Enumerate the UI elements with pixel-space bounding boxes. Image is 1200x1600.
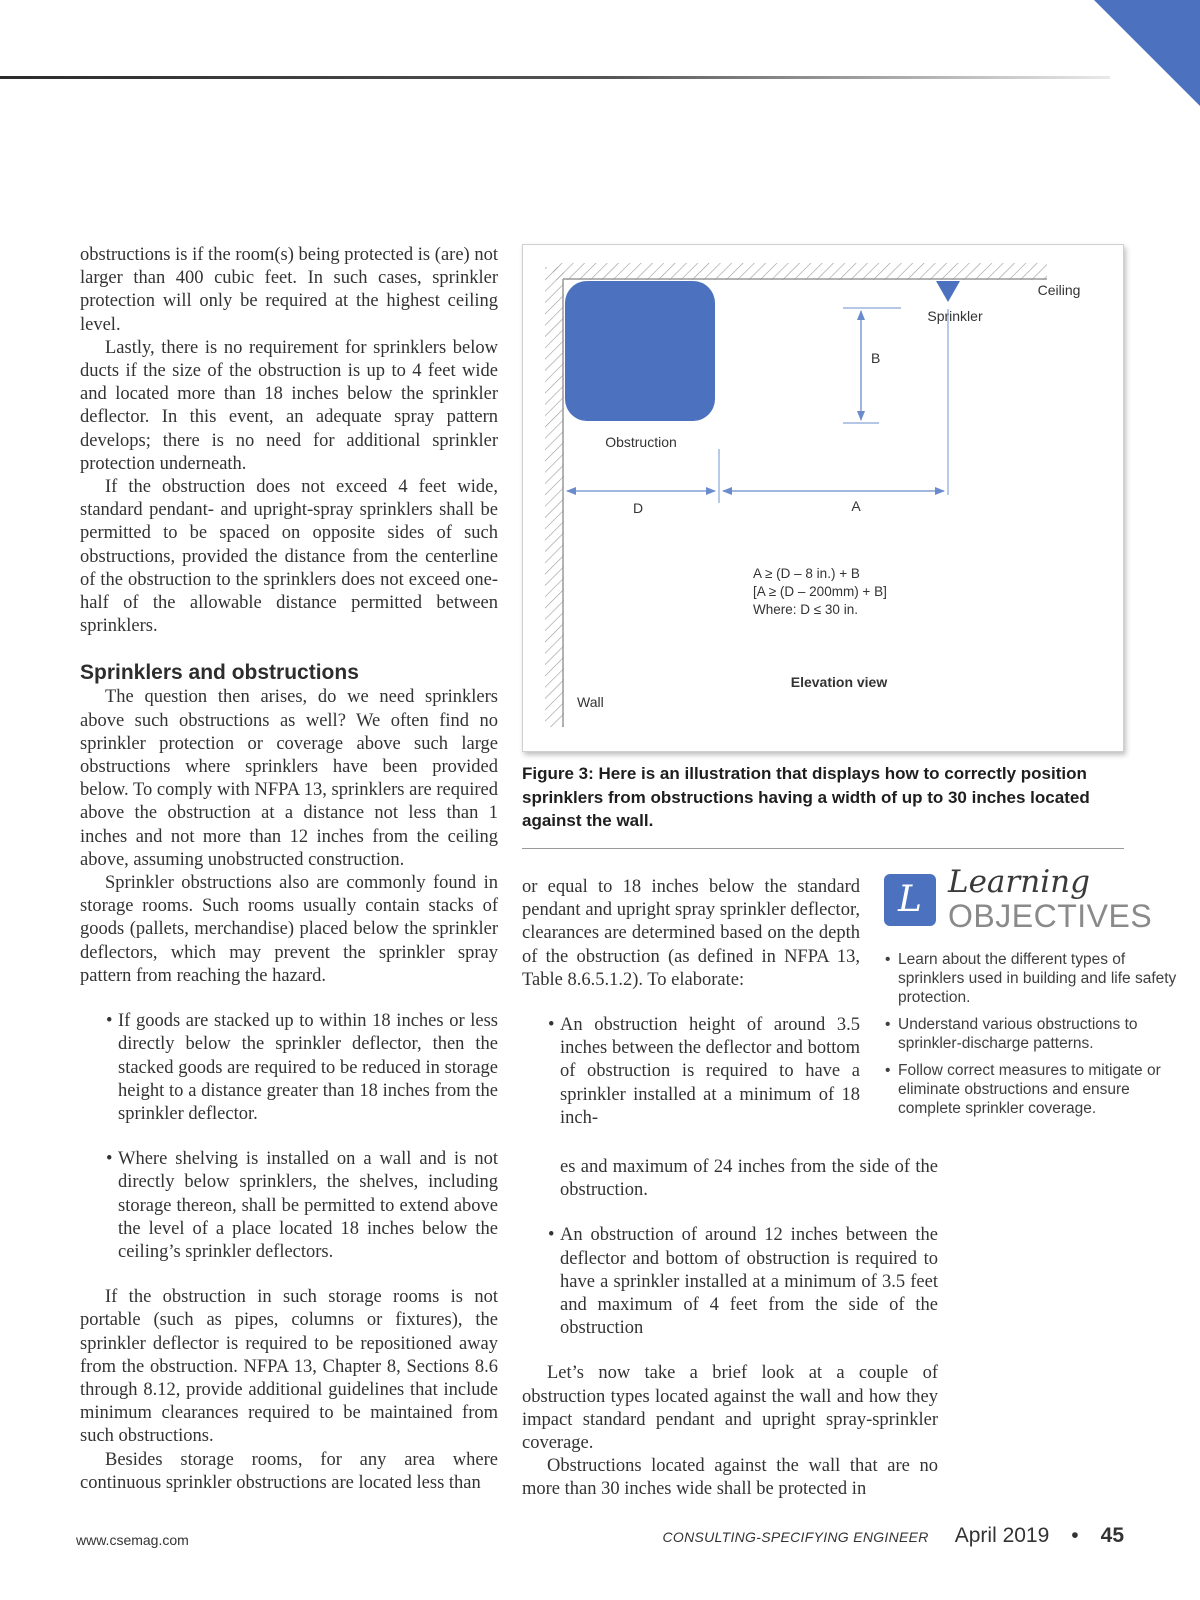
paragraph: If the obstruction in such storage rooms is not portable (such as pipes, columns or fixtures), the sprinkler deflector is required to be repositioned away from the obstruction. NFPA 13, Chapter 8, Sections 8.6 through 8.12, provide additional guidelines that include minimum clearances required to be maintained from such obstructions. bbox=[80, 1287, 498, 1447]
formula-line-3: Where: D ≤ 30 in. bbox=[753, 602, 858, 617]
issue-date: April 2019 bbox=[954, 1524, 1050, 1547]
section-divider bbox=[522, 848, 1124, 849]
left-column bbox=[80, 244, 498, 1495]
header-rule bbox=[0, 76, 1110, 79]
learning-badge: L bbox=[884, 874, 936, 926]
elevation-diagram bbox=[523, 245, 1123, 751]
sprinkler-icon bbox=[936, 281, 960, 302]
list-item: • If goods are stacked up to within 18 inches or less directly below the sprinkler deflector, then the stacked goods are required to be reduced in storage height to a distance greater than 18 inches from the sprinkler deflector. bbox=[80, 1010, 498, 1126]
ceiling-hatch bbox=[553, 263, 1047, 280]
a-label: A bbox=[851, 498, 861, 514]
middle-column bbox=[522, 876, 860, 1130]
paragraph: Sprinkler obstructions also are commonly found in storage rooms. Such rooms usually contain stacks of goods (pallets, merchandise) placed below the sprinkler deflectors, which may prevent the sprinkler spray pattern from reaching the hazard. bbox=[80, 873, 498, 986]
wall-label: Wall bbox=[577, 694, 604, 710]
formula-line-1: A ≥ (D – 8 in.) + B bbox=[753, 566, 860, 581]
obstruction-shape bbox=[565, 281, 715, 421]
footer-url[interactable]: www.csemag.com bbox=[76, 1532, 189, 1548]
objectives-list bbox=[884, 950, 1190, 1126]
objective-item: • Understand various obstructions to sprinkler-discharge patterns. bbox=[884, 1015, 1190, 1053]
obstruction-label: Obstruction bbox=[605, 434, 677, 450]
learning-title: Learning bbox=[948, 864, 1090, 900]
middle-column-continued bbox=[522, 1156, 938, 1502]
formula-line-2: [A ≥ (D – 200mm) + B] bbox=[753, 584, 887, 599]
paragraph: Besides storage rooms, for any area where continuous sprinkler obstructions are located less than bbox=[80, 1449, 498, 1493]
magazine-name: CONSULTING-SPECIFYING ENGINEER bbox=[662, 1529, 929, 1545]
sprinkler-label: Sprinkler bbox=[927, 308, 983, 324]
b-label: B bbox=[871, 350, 881, 366]
paragraph: If the obstruction does not exceed 4 feet wide, standard pendant- and upright-spray sprinklers shall be permitted to be spaced on opposite sides of such obstructions, provided the distance from the centerline of the obstruction to the sprinklers does not exceed one-half of the allowable distance permitted between sprinklers. bbox=[80, 477, 498, 637]
objectives-title: OBJECTIVES bbox=[948, 898, 1153, 934]
paragraph: The question then arises, do we need sprinklers above such obstructions as well? We often find no sprinkler protection or coverage above such large obstructions where sprinklers have been provided below. To comply with NFPA 13, sprinklers are required above the obstruction at a distance not less than 1 inches and not more than 12 inches from the ceiling above, assuming unobstructed construction. bbox=[80, 687, 498, 870]
bullet-list bbox=[522, 1224, 938, 1340]
list-item: • Where shelving is installed on a wall and is not directly below sprinklers, the shelves, including storage thereon, shall be permitted to extend above the level of a place located 18 inches below the ceiling’s sprinkler deflectors. bbox=[80, 1148, 498, 1264]
section-heading: Sprinklers and obstructions bbox=[80, 661, 359, 685]
objective-item: • Follow correct measures to mitigate or eliminate obstructions and ensure complete sprinkler coverage. bbox=[884, 1061, 1190, 1118]
list-item: • An obstruction height of around 3.5 inches between the deflector and bottom of obstruction is required to have a sprinkler installed at a minimum of 18 inch- bbox=[522, 1014, 860, 1130]
paragraph: or equal to 18 inches below the standard pendant and upright spray sprinkler deflector, clearances are determined based on the depth of the obstruction (as defined in NFPA 13, Table 8.6.5.1.2). To elaborate: bbox=[522, 877, 860, 990]
bullet-list bbox=[80, 1010, 498, 1264]
bullet-list bbox=[522, 1014, 860, 1130]
paragraph: Let’s now take a brief look at a couple of obstruction types located against the wall and how they impact standard pendant and upright spray-sprinkler coverage. bbox=[522, 1363, 938, 1454]
footer-info bbox=[663, 1524, 1125, 1548]
objective-item: • Learn about the different types of sprinklers used in building and life safety protection. bbox=[884, 950, 1190, 1007]
paragraph: Obstructions located against the wall that are no more than 30 inches wide shall be protected in bbox=[522, 1456, 938, 1500]
paragraph: Lastly, there is no requirement for sprinklers below ducts if the size of the obstruction is up to 4 feet wide and located more than 18 inches below the sprinkler deflector. In this event, an adequate spray pattern develops; there is no need for additional sprinkler protection underneath. bbox=[80, 337, 498, 474]
page-number: 45 bbox=[1100, 1524, 1124, 1547]
figure-3 bbox=[522, 244, 1124, 752]
figure-caption: Figure 3: Here is an illustration that displays how to correctly position sprinklers from obstructions having a width of up to 30 inches located against the wall. bbox=[522, 764, 1090, 830]
corner-tab bbox=[1094, 0, 1200, 106]
ceiling-label: Ceiling bbox=[1037, 282, 1081, 298]
list-item-continuation: es and maximum of 24 inches from the side of the obstruction. bbox=[560, 1157, 938, 1201]
paragraph: obstructions is if the room(s) being protected is (are) not larger than 400 cubic feet. In such cases, sprinkler protection will only be required at the highest ceiling level. bbox=[80, 245, 498, 335]
view-label: Elevation view bbox=[790, 674, 888, 690]
list-item: • An obstruction of around 12 inches between the deflector and bottom of obstruction is required to have a sprinkler installed at a minimum of 3.5 feet and maximum of 4 feet from the side of the obstruction bbox=[522, 1224, 938, 1340]
wall-hatch bbox=[545, 267, 564, 727]
d-label: D bbox=[632, 500, 644, 516]
separator: • bbox=[1071, 1524, 1079, 1547]
